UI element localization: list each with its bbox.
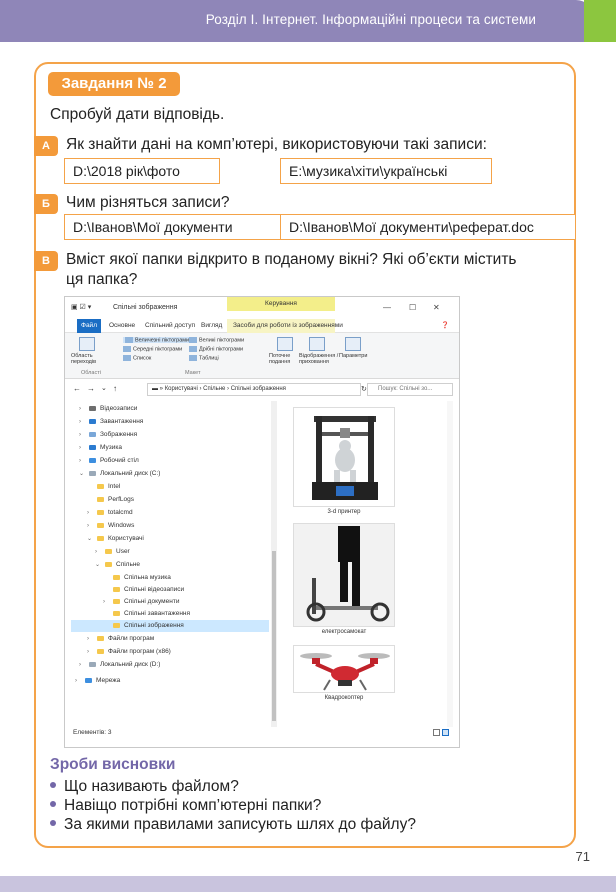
tree-item[interactable] — [89, 444, 122, 451]
layout-small-label: Дрібні піктограми — [199, 346, 244, 353]
tree-label: Зображення — [100, 431, 138, 438]
address-folder-icon: ▬ » — [152, 386, 164, 392]
folder-icon — [97, 523, 104, 528]
show-hide-icon[interactable] — [309, 337, 325, 351]
tree-label: User — [116, 548, 130, 555]
music-icon — [89, 445, 96, 450]
question-c-line1: Вміст якої папки відкрито в поданому вікні? Які об’єкти містить — [66, 251, 517, 268]
up-arrow-icon[interactable]: ↑ — [113, 384, 117, 393]
files-scrollbar[interactable] — [447, 401, 453, 727]
pictures-icon — [89, 432, 96, 437]
quadcopter-image — [294, 646, 395, 693]
layout-extra-large-label: Величезні піктограми — [135, 337, 190, 344]
explorer-window — [64, 296, 460, 748]
tree-item[interactable] — [89, 457, 139, 464]
layout-list-label: Список — [133, 355, 152, 362]
refresh-icon[interactable]: ↻ — [361, 386, 367, 393]
layout-icon — [189, 337, 197, 343]
folder-icon — [97, 484, 104, 489]
tree-item[interactable] — [105, 548, 130, 555]
scrollbar-thumb[interactable] — [272, 551, 276, 721]
tree-label: Спільні документи — [124, 598, 180, 605]
conclusions-title: Зроби висновки — [50, 756, 176, 773]
navigation-pane-icon[interactable] — [79, 337, 95, 351]
window-title: Спільні зображення — [113, 304, 178, 311]
search-placeholder: Пошук: Спільні зо... — [378, 386, 433, 392]
current-view-label[interactable]: Поточне подання — [269, 353, 291, 365]
layout-icon — [189, 346, 197, 352]
question-b: Чим різняться записи? — [66, 194, 230, 211]
details-view-icon[interactable] — [433, 729, 440, 736]
tree-item[interactable] — [113, 586, 184, 593]
conclusion-text: Що називають файлом? — [64, 778, 239, 795]
chevron-right-icon[interactable]: › — [75, 678, 77, 684]
tree-item[interactable] — [89, 418, 143, 425]
folder-icon — [97, 497, 104, 502]
tab-view[interactable]: Вигляд — [201, 322, 223, 329]
tree-label: PerfLogs — [108, 496, 135, 503]
layout-medium[interactable] — [123, 346, 182, 352]
status-bar-count: Елементів: 3 — [73, 729, 112, 736]
tree-label: Спільна музика — [124, 574, 171, 581]
marker-a: А — [34, 136, 58, 156]
chevron-down-icon[interactable]: ⌄ — [87, 536, 93, 542]
tree-item[interactable] — [97, 522, 134, 529]
conclusion-item — [50, 797, 321, 815]
tree-label: Intel — [108, 483, 121, 490]
tree-item[interactable] — [97, 648, 171, 655]
folder-icon — [97, 510, 104, 515]
tree-item[interactable] — [89, 470, 160, 477]
context-tab-manage[interactable]: Керування — [227, 297, 335, 311]
file-name[interactable]: електросамокат — [321, 629, 367, 635]
tree-item[interactable] — [89, 405, 137, 412]
tree-item[interactable] — [97, 509, 133, 516]
recent-chevron-icon[interactable]: ⌄ — [101, 385, 107, 392]
address-segment-3[interactable]: Спільні зображення — [230, 386, 286, 392]
conclusion-text: За якими правилами записують шлях до файлу? — [64, 816, 416, 833]
conclusion-item — [50, 778, 239, 796]
current-view-icon[interactable] — [277, 337, 293, 351]
chevron-down-icon[interactable]: ⌄ — [95, 562, 101, 568]
tab-picture-tools[interactable]: Засоби для роботи із зображеннями — [233, 322, 343, 329]
drive-c-icon — [89, 471, 96, 476]
tree-item[interactable] — [85, 677, 120, 684]
layout-large-label: Великі піктограми — [199, 337, 245, 344]
tree-item[interactable] — [97, 496, 134, 503]
header-accent-tab — [584, 0, 616, 42]
show-hide-label[interactable]: Відображення / приховання — [299, 353, 339, 365]
tree-item[interactable] — [89, 431, 137, 438]
tree-item[interactable] — [113, 598, 179, 605]
tree-scrollbar[interactable] — [271, 401, 277, 727]
tree-label: totalcmd — [108, 509, 133, 516]
layout-icon — [125, 337, 133, 343]
tree-label: Спільні відеозаписи — [124, 586, 185, 593]
folder-icon — [97, 649, 104, 654]
address-segment-1[interactable]: Користувачі — [164, 386, 198, 392]
tree-label: Спільне — [116, 561, 141, 568]
chapter-header — [0, 0, 594, 42]
options-label[interactable]: Параметри — [339, 353, 368, 359]
layout-list[interactable] — [123, 355, 151, 361]
conclusion-text: Навіщо потрібні комп’ютерні папки? — [64, 797, 322, 814]
path-b2: D:\Іванов\Мої документи\реферат.doc — [280, 214, 576, 240]
tree-label: Локальний диск (C:) — [100, 470, 161, 477]
help-icon[interactable]: ❓ — [441, 322, 450, 329]
path-a2: E:\музика\хіти\українські — [280, 158, 492, 184]
tree-item[interactable] — [97, 635, 154, 642]
file-thumbnail-quadcopter[interactable] — [293, 645, 395, 693]
layout-extra-large[interactable] — [123, 337, 191, 343]
address-segment-2[interactable]: Спільне — [203, 386, 226, 392]
printer-image — [294, 408, 395, 507]
videos-icon — [89, 406, 96, 411]
large-icons-view-icon[interactable] — [442, 729, 449, 736]
folder-icon — [113, 611, 120, 616]
desktop-icon — [89, 458, 96, 463]
chevron-right-icon[interactable]: › — [95, 549, 97, 555]
tree-item-selected[interactable] — [113, 622, 184, 629]
drive-d-icon — [89, 662, 96, 667]
back-arrow-icon[interactable]: ← — [73, 384, 81, 393]
file-name[interactable]: Квадрокоптер — [324, 695, 364, 701]
scooter-image — [294, 524, 395, 627]
tree-label: Файли програм — [108, 635, 155, 642]
question-c-line2: ця папка? — [66, 271, 138, 288]
maximize-icon[interactable]: ☐ — [409, 303, 417, 312]
chevron-right-icon[interactable]: › — [103, 599, 105, 605]
bullet-icon — [50, 801, 56, 807]
layout-large[interactable] — [189, 337, 244, 343]
tree-item[interactable] — [97, 535, 144, 542]
folder-icon — [97, 636, 104, 641]
file-thumbnail-printer[interactable] — [293, 407, 395, 507]
tree-label: Музика — [100, 444, 122, 451]
chevron-right-icon[interactable]: › — [87, 510, 89, 516]
layout-icon — [189, 355, 197, 361]
close-icon[interactable]: ✕ — [433, 303, 440, 312]
layout-small[interactable] — [189, 346, 243, 352]
tab-share[interactable]: Спільний доступ — [145, 322, 195, 329]
conclusion-item — [50, 816, 416, 834]
tree-label: Користувачі — [108, 535, 144, 542]
options-icon[interactable] — [345, 337, 361, 351]
marker-c: В — [34, 251, 58, 271]
bullet-icon — [50, 820, 56, 826]
marker-b: Б — [34, 194, 58, 214]
question-a: Як знайти дані на комп’ютері, використовуючи такі записи: — [66, 136, 487, 153]
chevron-right-icon[interactable]: › — [87, 636, 89, 642]
footer-band — [0, 876, 616, 892]
tree-label: Файли програм (x86) — [108, 648, 171, 655]
search-box[interactable] — [367, 383, 453, 396]
forward-arrow-icon[interactable]: → — [87, 384, 95, 393]
tab-home[interactable]: Основне — [109, 322, 136, 329]
path-b1: D:\Іванов\Мої документи — [64, 214, 290, 240]
file-name[interactable]: 3-d принтер — [327, 509, 361, 515]
layout-icon — [123, 346, 131, 352]
tree-label: Спільні завантаження — [124, 610, 191, 617]
tree-item[interactable] — [113, 610, 190, 617]
folder-icon — [97, 536, 104, 541]
chevron-right-icon[interactable]: › — [79, 458, 81, 464]
view-toggle-icons[interactable] — [433, 729, 451, 737]
tree-label: Мережа — [96, 677, 121, 684]
task-intro: Спробуй дати відповідь. — [50, 106, 225, 123]
chevron-right-icon[interactable]: › — [79, 406, 81, 412]
navigation-bar — [65, 381, 459, 399]
chevron-right-icon[interactable]: › — [79, 662, 81, 668]
folder-icon — [105, 549, 112, 554]
tree-label: Відеозаписи — [100, 405, 138, 412]
chapter-title: Розділ І. Інтернет. Інформаційні процеси та системи — [205, 12, 536, 27]
address-bar[interactable]: ▬ » Користувачі › Спільне › Спільні зображення — [147, 383, 361, 396]
file-thumbnail-scooter[interactable] — [293, 523, 395, 627]
chevron-right-icon[interactable]: › — [79, 445, 81, 451]
path-a1: D:\2018 рік\фото — [64, 158, 220, 184]
page-number: 71 — [575, 849, 590, 864]
tree-label: Завантаження — [100, 418, 144, 425]
minimize-icon[interactable]: — — [383, 303, 391, 312]
ribbon — [65, 333, 459, 379]
group-layout-label: Макет — [185, 370, 201, 376]
tree-item[interactable] — [89, 661, 160, 668]
task-badge: Завдання № 2 — [48, 72, 180, 96]
layout-icon — [123, 355, 131, 361]
navigation-pane-label[interactable]: Область переходів — [71, 353, 97, 365]
tree-label: Windows — [108, 522, 135, 529]
tree-label: Спільні зображення — [124, 622, 184, 629]
downloads-icon — [89, 419, 96, 424]
layout-details[interactable] — [189, 355, 219, 361]
chevron-right-icon[interactable]: › — [79, 432, 81, 438]
chevron-right-icon[interactable]: › — [87, 523, 89, 529]
tab-file[interactable]: Файл — [77, 319, 101, 333]
folder-icon — [113, 599, 120, 604]
layout-medium-label: Середні піктограми — [133, 346, 183, 353]
network-icon — [85, 678, 92, 683]
tree-label: Локальний диск (D:) — [100, 661, 161, 668]
layout-details-label: Таблиці — [199, 355, 219, 362]
chevron-down-icon[interactable]: ⌄ — [79, 471, 85, 477]
group-areas-label: Області — [81, 370, 101, 376]
folder-icon — [113, 575, 120, 580]
bullet-icon — [50, 782, 56, 788]
folder-icon — [113, 623, 120, 628]
tree-item[interactable] — [105, 561, 140, 568]
tree-item[interactable] — [97, 483, 120, 490]
folder-icon — [113, 587, 120, 592]
chevron-right-icon[interactable]: › — [79, 419, 81, 425]
folder-icon — [105, 562, 112, 567]
tree-label: Робочий стіл — [100, 457, 139, 464]
quick-access-icons[interactable]: ▣ ☑ ▾ — [71, 304, 92, 311]
chevron-right-icon[interactable]: › — [87, 649, 89, 655]
tree-item[interactable] — [113, 574, 171, 581]
